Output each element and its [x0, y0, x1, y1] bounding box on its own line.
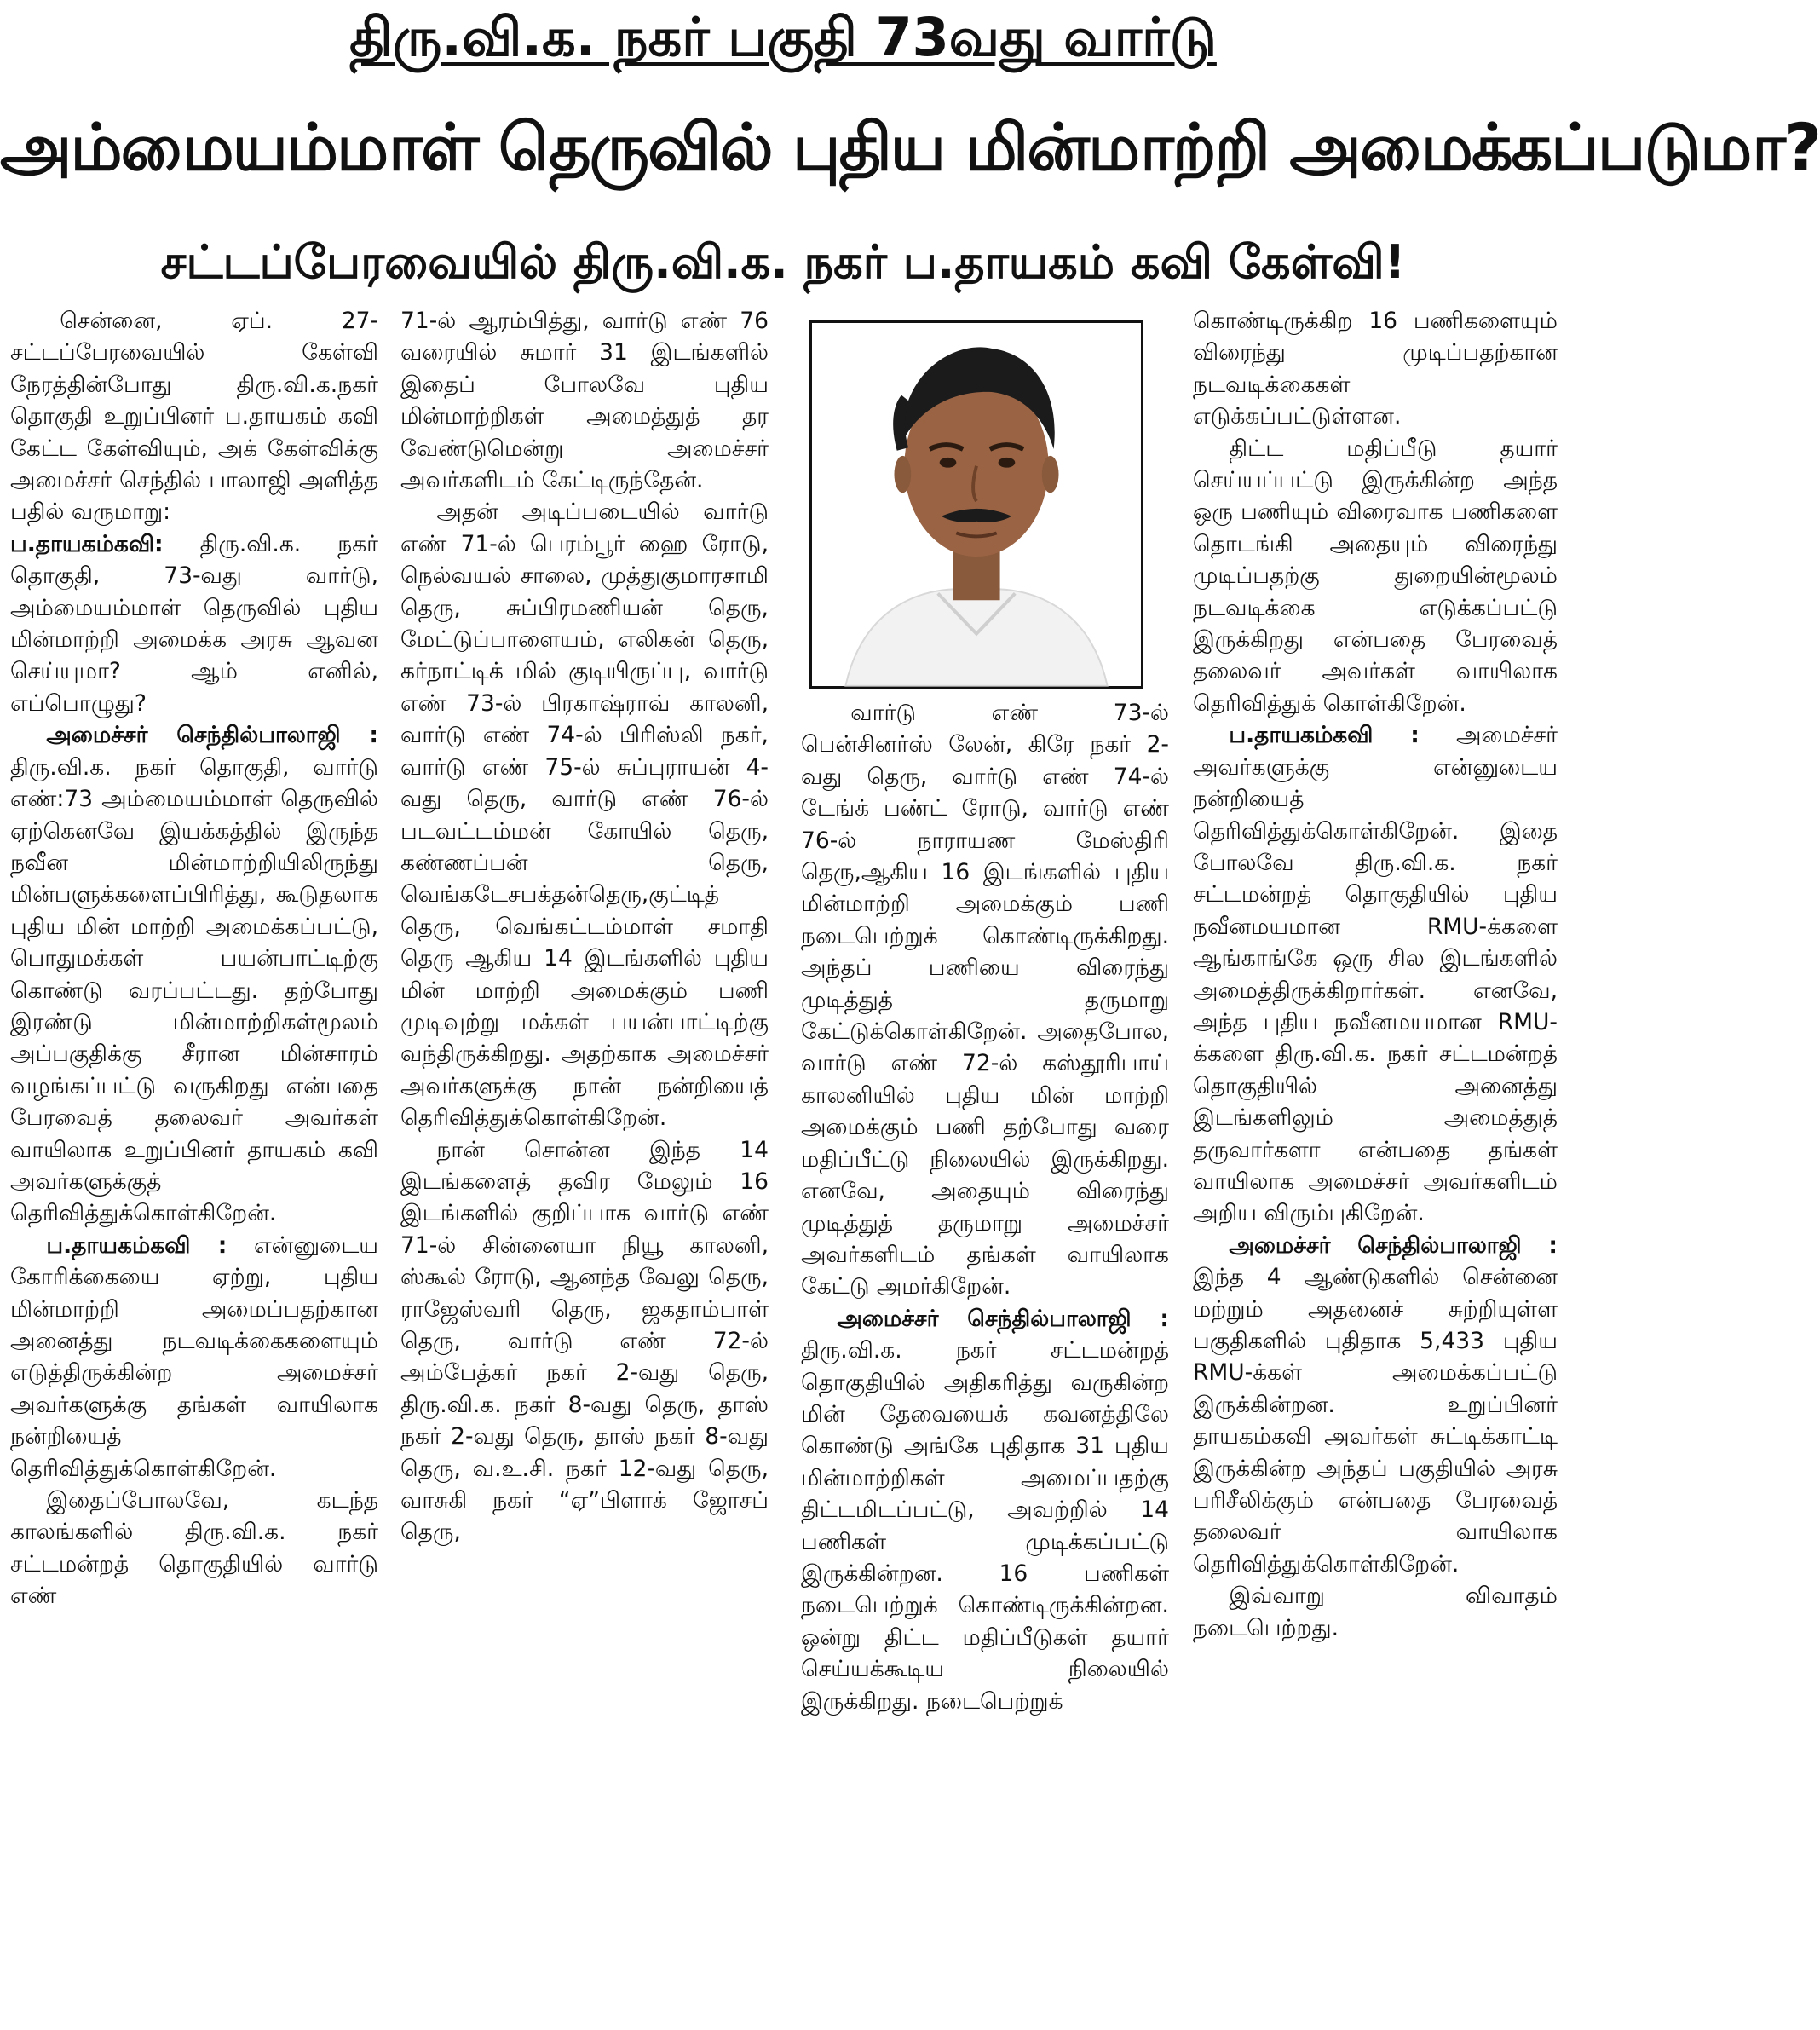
paragraph: வார்டு எண் 73-ல் பென்சினர்ஸ் லேன், கிரே நகர் 2-வது தெரு, வார்டு எண் 74-ல் டேங்க் பண்ட் ரோடு, வார்டு எண் 76-ல் நாராயண மேஸ்திரி தெரு,ஆகிய 16 இடங்களில் புதிய மின்மாற்றி அமைக்கும் பணி நடைபெற்றுக் கொண்டிருக்கிறது. அந்தப் பணியை விரைந்து முடித்துத் தருமாறு கேட்டுக்கொள்கிறேன். அதைபோல, வார்டு எண் 72-ல் கஸ்தூரிபாய் காலனியில் புதிய மின் மாற்றி அமைக்கும் பணி தற்போது வரை மதிப்பீட்டு நிலையில் இருக்கிறது. எனவே, அதையும் விரைந்து முடித்துத் தருமாறு அமைச்சர் அவர்களிடம் தங்கள் வாயிலாக கேட்டு அமர்கிறேன்.: [801, 700, 1169, 1300]
column-4: [1193, 305, 1558, 2018]
speaker-label: ப.தாயகம்கவி :: [46, 1231, 228, 1259]
paragraph: சென்னை, ஏப். 27- சட்டப்பேரவையில் கேள்வி நேரத்தின்போது திரு.வி.க.நகர் தொகுதி உறுப்பினர் ப.தாயகம் கவி கேட்ட கேள்வியும், அக் கேள்விக்கு அமைச்சர் செந்தில் பாலாஜி அளித்த பதில் வருமாறு:: [10, 308, 378, 526]
paragraph: [801, 1303, 1169, 1717]
speech-text: என்னுடைய கோரிக்கையை ஏற்று, புதிய மின்மாற்றி அமைப்பதற்கான அனைத்து நடவடிக்கைகளையும் எடுத்திருக்கின்ற அமைச்சர் அவர்களுக்கு தங்கள் வாயிலாக நன்றியைத் தெரிவித்துக்கொள்கிறேன்.: [10, 1231, 379, 1482]
paragraph: நான் சொன்ன இந்த 14 இடங்களைத் தவிர மேலும் 16 இடங்களில் குறிப்பாக வார்டு எண் 71-ல் சின்னையா நியூ காலனி, ஸ்கூல் ரோடு, ஆனந்த வேலு தெரு, ராஜேஸ்வரி தெரு, ஜகதாம்பாள் தெரு, வார்டு எண் 72-ல் அம்பேத்கர் நகர் 2-வது தெரு, திரு.வி.க. நகர் 8-வது தெரு, தாஸ் நகர் 2-வது தெரு, தாஸ் நகர் 8-வது தெரு, வ.உ.சி. நகர் 12-வது தெரு, வாசுகி நகர் “ஏ”பிளாக் ஜோசப் தெரு,: [400, 1136, 769, 1546]
speaker-label: ப.தாயகம்கவி:: [10, 530, 164, 557]
paragraph: [10, 719, 378, 1230]
paragraph: திட்ட மதிப்பீடு தயார் செய்யப்பட்டு இருக்கின்ற அந்த ஒரு பணியும் விரைவாக பணிகளை தொடங்கி அதையும் விரைந்து முடிப்பதற்கு துறையின்மூலம் நடவடிக்கை எடுக்கப்பட்டு இருக்கிறது என்பதை பேரவைத் தலைவர் அவர்கள் வாயிலாக தெரிவித்துக் கொள்கிறேன்.: [1193, 435, 1558, 717]
column-3: [801, 697, 1169, 2018]
paragraph: 71-ல் ஆரம்பித்து, வார்டு எண் 76 வரையில் சுமார் 31 இடங்களில் இதைப் போலவே புதிய மின்மாற்றிகள் அமைத்துத் தர வேண்டுமென்று அமைச்சர் அவர்களிடம் கேட்டிருந்தேன்.: [400, 308, 769, 494]
speech-text: திரு.வி.க. நகர் தொகுதி, வார்டு எண்:73 அம்மையம்மாள் தெருவில் ஏற்கெனவே இயக்கத்தில் இருந்த நவீன மின்மாற்றியிலிருந்து மின்பளுக்களைப்பிரித்து, கூடுதலாக புதிய மின் மாற்றி அமைக்கப்பட்டு, பொதுமக்கள் பயன்பாட்டிற்கு கொண்டு வரப்பட்டது. தற்போது இரண்டு மின்மாற்றிகள்மூலம் அப்பகுதிக்கு சீரான மின்சாரம் வழங்கப்பட்டு வருகிறது என்பதை பேரவைத் தலைவர் அவர்கள் வாயிலாக உறுப்பினர் தாயகம் கவி அவர்களுக்குத் தெரிவித்துக்கொள்கிறேன்.: [10, 753, 378, 1227]
portrait-photo: [809, 320, 1143, 689]
speech-text: அமைச்சர் அவர்களுக்கு என்னுடைய நன்றியைத் தெரிவித்துக்கொள்கிறேன். இதை போலவே திரு.வி.க. நகர் சட்டமன்றத் தொகுதியில் புதிய நவீனமயமான RMU-க்களை ஆங்காங்கே ஒரு சில இடங்களில் அமைத்திருக்கிறார்கள். எனவே, அந்த புதிய நவீனமயமான RMU-க்களை திரு.வி.க. நகர் சட்டமன்றத் தொகுதியில் அனைத்து இடங்களிலும் அமைத்துத் தருவார்களா என்பதை தங்கள் வாயிலாக அமைச்சர் அவர்களிடம் அறிய விரும்புகிறேன்.: [1193, 722, 1558, 1227]
paragraph: [10, 1230, 378, 1485]
paragraph: [1193, 719, 1558, 1230]
speaker-label: அமைச்சர் செந்தில்பாலாஜி :: [46, 722, 378, 749]
paragraph: [1193, 1230, 1558, 1580]
speech-text: இந்த 4 ஆண்டுகளில் சென்னை மற்றும் அதனைச் சுற்றியுள்ள பகுதிகளில் புதிதாக 5,433 புதிய RMU-க்கள் அமைக்கப்பட்டு இருக்கின்றன. உறுப்பினர் தாயகம்கவி அவர்கள் சுட்டிக்காட்டி இருக்கின்ற அந்தப் பகுதியில் அரசு பரிசீலிக்கும் என்பதை பேரவைத் தலைவர் வாயிலாக தெரிவித்துக்கொள்கிறேன்.: [1193, 1264, 1558, 1577]
paragraph: இவ்வாறு விவாதம் நடைபெற்றது.: [1193, 1583, 1558, 1641]
speech-text: திரு.வி.க. நகர் சட்டமன்றத் தொகுதியில் அதிகரித்து வருகின்ற மின் தேவையைக் கவனத்திலே கொண்டு அங்கே புதிதாக 31 புதிய மின்மாற்றிகள் அமைப்பதற்கு திட்டமிடப்பட்டு, அவற்றில் 14 பணிகள் முடிக்கப்பட்டு இருக்கின்றன. 16 பணிகள் நடைபெற்றுக் கொண்டிருக்கின்றன. ஒன்று திட்ட மதிப்பீடுகள் தயார் செய்யக்கூடிய நிலையில் இருக்கிறது. நடைபெற்றுக்: [801, 1337, 1169, 1715]
portrait-illustration: [812, 323, 1141, 686]
paragraph: [10, 528, 378, 719]
column-1: [10, 305, 378, 2018]
article-kicker: [0, 3, 1566, 72]
speaker-label: அமைச்சர் செந்தில்பாலாஜி :: [837, 1305, 1169, 1332]
article-headline: அம்மையம்மாள் தெருவில் புதிய மின்மாற்றி அமைக்கப்படுமா?: [0, 109, 1820, 185]
speaker-label: அமைச்சர் செந்தில்பாலாஜி :: [1229, 1231, 1558, 1259]
column-2: [400, 305, 769, 2018]
article-subhead: சட்டப்பேரவையில் திரு.வி.க. நகர் ப.தாயகம் கவி கேள்வி!: [160, 235, 1406, 289]
paragraph: கொண்டிருக்கிற 16 பணிகளையும் விரைந்து முடிப்பதற்கான நடவடிக்கைகள் எடுக்கப்பட்டுள்ளன.: [1193, 308, 1558, 430]
speech-text: திரு.வி.க. நகர் தொகுதி, 73-வது வார்டு, அம்மையம்மாள் தெருவில் புதிய மின்மாற்றி அமைக்க அரசு ஆவன செய்யுமா? ஆம் எனில், எப்பொழுது?: [10, 530, 378, 717]
paragraph: அதன் அடிப்படையில் வார்டு எண் 71-ல் பெரம்பூர் ஹை ரோடு, நெல்வயல் சாலை, முத்துகுமாரசாமி தெரு, சுப்பிரமணியன் தெரு, மேட்டுப்பாளையம், எலிகன் தெரு, கர்நாட்டிக் மில் குடியிருப்பு, வார்டு எண் 73-ல் பிரகாஷ்ராவ் காலனி, வார்டு எண் 74-ல் பிரிஸ்லி நகர், வார்டு எண் 75-ல் சுப்புராயன் 4-வது தெரு, வார்டு எண் 76-ல் படவட்டம்மன் கோயில் தெரு, கண்ணப்பன் தெரு, வெங்கடேசபக்தன்தெரு,குட்டித் தெரு, வெங்கட்டம்மாள் சமாதி தெரு ஆகிய 14 இடங்களில் புதிய மின் மாற்றி அமைக்கும் பணி முடிவுற்று மக்கள் பயன்பாட்டிற்கு வந்திருக்கிறது. அதற்காக அமைச்சர் அவர்களுக்கு நான் நன்றியைத் தெரிவித்துக்கொள்கிறேன்.: [400, 499, 769, 1132]
paragraph: இதைப்போலவே, கடந்த காலங்களில் திரு.வி.க. நகர் சட்டமன்றத் தொகுதியில் வார்டு எண்: [10, 1487, 378, 1610]
speaker-label: ப.தாயகம்கவி :: [1229, 722, 1420, 749]
kicker-text: திரு.வி.க. நகர் பகுதி 73வது வார்டு: [349, 6, 1217, 68]
